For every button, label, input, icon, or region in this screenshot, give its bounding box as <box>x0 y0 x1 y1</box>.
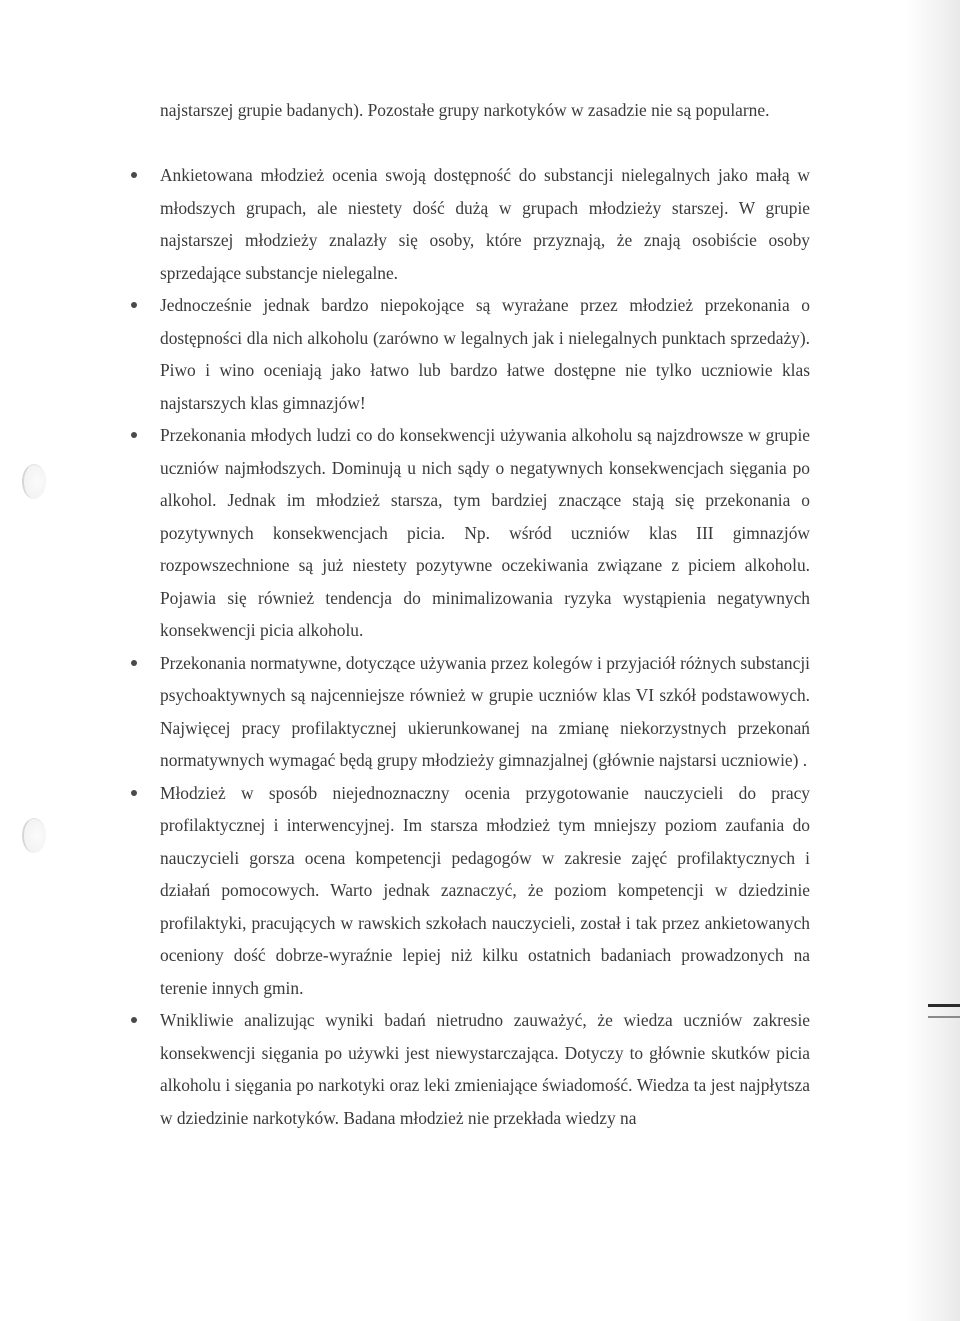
binder-hole-bottom <box>22 818 46 853</box>
bullet-icon <box>131 302 137 308</box>
list-item-text: Młodzież w sposób niejednoznaczny ocenia przygotowanie nauczycieli do pracy profilaktycznej i interwencyjnej. Im starsza młodzież tym mniejszy poziom zaufania do nauczycieli gorsza ocena kompetencji pedagogów w zakresie zajęć profilaktycznych i działań pomocowych. Warto jednak zaznaczyć, że poziom kompetencji w dziedzinie profilaktyki, pracujących w rawskich szkołach nauczycieli, został i tak przez ankietowanych oceniony dość dobrze-wyraźnie lepiej niż kilku ostatnich badaniach prowadzonych na terenie innych gmin. <box>160 782 810 998</box>
list-item <box>160 1004 810 1134</box>
binder-hole-top <box>22 464 46 499</box>
list-item <box>160 289 810 419</box>
bullet-icon <box>131 172 137 178</box>
list-item <box>160 647 810 777</box>
body-text <box>160 94 810 127</box>
bullet-icon <box>131 790 137 796</box>
edge-mark-thin <box>928 1016 960 1018</box>
list-item-text: Jednocześnie jednak bardzo niepokojące są wyrażane przez młodzież przekonania o dostępności dla nich alkoholu (zarówno w legalnych jak i nielegalnych punktach sprzedaży). Piwo i wino oceniają jako łatwo lub bardzo łatwe dostępne nie tylko uczniowie klas najstarszych klas gimnazjów! <box>160 295 810 413</box>
bullet-icon <box>131 660 137 666</box>
list-item <box>160 159 810 289</box>
list-item-text: Ankietowana młodzież ocenia swoją dostępność do substancji nielegalnych jako małą w młodszych grupach, ale niestety dość dużą w grupach młodzieży starszej. W grupie najstarszej młodzieży znalazły się osoby, które przyznają, że znają osobiście osoby sprzedające substancje nielegalne. <box>160 165 810 283</box>
list-item <box>160 419 810 647</box>
list-item-text: Przekonania młodych ludzi co do konsekwencji używania alkoholu są najzdrowsze w grupie uczniów najmłodszych. Dominują u nich sądy o negatywnych konsekwencjach sięgania po alkohol. Jednak im młodzież starsza, tym bardziej znaczące stają się przekonania o pozytywnych konsekwencjach picia. Np. wśród uczniów klas III gimnazjów rozpowszechnione są już niestety pozytywne oczekiwania związane z piciem alkoholu. Pojawia się również tendencja do minimalizowania ryzyka wystąpienia negatywnych konsekwencji picia alkoholu. <box>160 425 810 640</box>
list-item <box>160 777 810 1005</box>
findings-list <box>160 159 810 1134</box>
bullet-icon <box>131 432 137 438</box>
bullet-icon <box>131 1017 137 1023</box>
edge-mark <box>928 1004 960 1007</box>
intro-paragraph: najstarszej grupie badanych). Pozostałe grupy narkotyków w zasadzie nie są popularne. <box>160 100 770 120</box>
list-item-text: Przekonania normatywne, dotyczące używania przez kolegów i przyjaciół różnych substancji psychoaktywnych są najcenniejsze również w grupie uczniów klas VI szkół podstawowych. Najwięcej pracy profilaktycznej ukierunkowanej na zmianę niekorzystnych przekonań normatywnych wymagać będą grupy młodzieży gimnazjalnej (głównie najstarsi uczniowie) . <box>160 652 810 770</box>
list-item-text: Wnikliwie analizując wyniki badań nietrudno zauważyć, że wiedza uczniów zakresie konsekwencji sięgania po używki jest niewystarczająca. Dotyczy to głównie skutków picia alkoholu i sięgania po narkotyki oraz leki zmieniające świadomość. Wiedza ta jest najpłytsza w dziedzinie narkotyków. Badana młodzież nie przekłada wiedzy na <box>160 1010 810 1128</box>
